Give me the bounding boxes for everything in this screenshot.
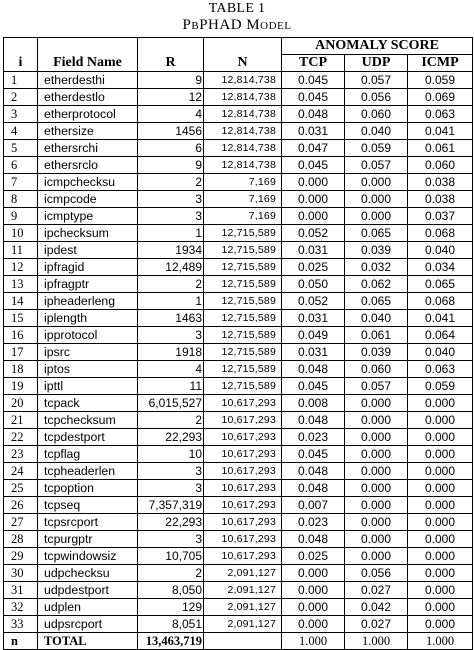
r-cell: 6,015,527	[138, 395, 204, 412]
r-cell: 4	[138, 106, 204, 123]
tcp-score-cell: 0.045	[282, 378, 345, 395]
tcp-score-cell: 0.000	[282, 616, 345, 633]
udp-score-cell: 0.000	[345, 191, 408, 208]
row-index: 30	[4, 565, 38, 582]
r-cell: 8,051	[138, 616, 204, 633]
field-name-cell: iptos	[38, 361, 138, 378]
r-cell: 1456	[138, 123, 204, 140]
field-name-cell: iplength	[38, 310, 138, 327]
n-cell: 10,617,293	[204, 531, 282, 548]
tcp-score-cell: 0.007	[282, 497, 345, 514]
total-label: TOTAL	[38, 633, 138, 650]
table-row	[4, 89, 473, 106]
udp-score-cell: 0.042	[345, 599, 408, 616]
row-index: 31	[4, 582, 38, 599]
udp-score-cell: 0.057	[345, 157, 408, 174]
n-cell: 12,814,738	[204, 89, 282, 106]
header-row-columns	[4, 55, 473, 72]
field-name-cell: udpsrcport	[38, 616, 138, 633]
field-name-cell: tcpseq	[38, 497, 138, 514]
icmp-score-cell: 0.064	[408, 327, 473, 344]
header-anomaly-score: ANOMALY SCORE	[282, 38, 473, 55]
tcp-score-cell: 0.048	[282, 106, 345, 123]
udp-score-cell: 0.000	[345, 531, 408, 548]
field-name-cell: ipttl	[38, 378, 138, 395]
tcp-score-cell: 0.052	[282, 293, 345, 310]
tcp-score-cell: 0.050	[282, 276, 345, 293]
row-index: 3	[4, 106, 38, 123]
field-name-cell: udpdestport	[38, 582, 138, 599]
table-row	[4, 293, 473, 310]
r-cell: 2	[138, 565, 204, 582]
header-r: R	[138, 55, 204, 72]
row-index: 12	[4, 259, 38, 276]
row-index: 4	[4, 123, 38, 140]
row-index: 23	[4, 446, 38, 463]
field-name-cell: icmptype	[38, 208, 138, 225]
field-name-cell: ethersrchi	[38, 140, 138, 157]
table-row	[4, 344, 473, 361]
table-row	[4, 616, 473, 633]
tcp-score-cell: 0.052	[282, 225, 345, 242]
field-name-cell: tcpwindowsiz	[38, 548, 138, 565]
icmp-score-cell: 0.063	[408, 361, 473, 378]
field-name-cell: ethersrclo	[38, 157, 138, 174]
table-row	[4, 157, 473, 174]
r-cell: 7,357,319	[138, 497, 204, 514]
row-index: 27	[4, 514, 38, 531]
field-name-cell: tcpoption	[38, 480, 138, 497]
tcp-score-cell: 0.000	[282, 208, 345, 225]
udp-score-cell: 0.060	[345, 106, 408, 123]
icmp-score-cell: 0.038	[408, 191, 473, 208]
r-cell: 1	[138, 293, 204, 310]
header-row-group	[4, 38, 473, 55]
row-index: 8	[4, 191, 38, 208]
icmp-score-cell: 0.059	[408, 72, 473, 89]
table-row	[4, 208, 473, 225]
table-number: TABLE 1	[208, 1, 266, 16]
udp-score-cell: 0.039	[345, 344, 408, 361]
n-cell: 12,814,738	[204, 157, 282, 174]
header-field-name: Field Name	[38, 55, 138, 72]
n-cell: 12,715,589	[204, 327, 282, 344]
field-name-cell: ipchecksum	[38, 225, 138, 242]
udp-score-cell: 0.027	[345, 582, 408, 599]
r-cell: 1	[138, 225, 204, 242]
udp-score-cell: 0.040	[345, 310, 408, 327]
n-cell: 10,617,293	[204, 412, 282, 429]
table-row	[4, 446, 473, 463]
udp-score-cell: 0.056	[345, 89, 408, 106]
udp-score-cell: 0.059	[345, 140, 408, 157]
icmp-score-cell: 0.034	[408, 259, 473, 276]
icmp-score-cell: 0.068	[408, 293, 473, 310]
row-index: 6	[4, 157, 38, 174]
n-cell: 10,617,293	[204, 480, 282, 497]
r-cell: 3	[138, 327, 204, 344]
table-row	[4, 514, 473, 531]
n-cell: 7,169	[204, 191, 282, 208]
header-blank-r	[138, 38, 204, 55]
n-cell: 2,091,127	[204, 565, 282, 582]
udp-score-cell: 0.000	[345, 514, 408, 531]
udp-score-cell: 0.032	[345, 259, 408, 276]
r-cell: 10,705	[138, 548, 204, 565]
udp-score-cell: 0.000	[345, 208, 408, 225]
n-cell: 10,617,293	[204, 463, 282, 480]
header-icmp: ICMP	[408, 55, 473, 72]
udp-score-cell: 0.000	[345, 548, 408, 565]
row-index: 26	[4, 497, 38, 514]
r-cell: 11	[138, 378, 204, 395]
n-cell: 12,715,589	[204, 378, 282, 395]
r-cell: 3	[138, 208, 204, 225]
tcp-score-cell: 0.000	[282, 191, 345, 208]
n-cell: 12,715,589	[204, 276, 282, 293]
field-name-cell: ethersize	[38, 123, 138, 140]
table-body	[4, 72, 473, 633]
n-cell: 12,715,589	[204, 361, 282, 378]
row-index: 25	[4, 480, 38, 497]
field-name-cell: ipfragid	[38, 259, 138, 276]
tcp-score-cell: 0.031	[282, 242, 345, 259]
r-cell: 12	[138, 89, 204, 106]
row-index: 11	[4, 242, 38, 259]
table-row	[4, 123, 473, 140]
field-name-cell: ipdest	[38, 242, 138, 259]
udp-score-cell: 0.027	[345, 616, 408, 633]
row-index: 17	[4, 344, 38, 361]
row-index: 18	[4, 361, 38, 378]
udp-score-cell: 0.065	[345, 293, 408, 310]
field-name-cell: tcpchecksum	[38, 412, 138, 429]
n-cell: 10,617,293	[204, 548, 282, 565]
n-cell: 12,814,738	[204, 106, 282, 123]
icmp-score-cell: 0.041	[408, 123, 473, 140]
n-cell: 12,814,738	[204, 140, 282, 157]
udp-score-cell: 0.000	[345, 174, 408, 191]
tcp-score-cell: 0.031	[282, 310, 345, 327]
n-cell: 12,715,589	[204, 259, 282, 276]
table-row	[4, 582, 473, 599]
r-cell: 2	[138, 412, 204, 429]
row-index: 29	[4, 548, 38, 565]
total-i: n	[4, 633, 38, 650]
n-cell: 10,617,293	[204, 497, 282, 514]
row-index: 20	[4, 395, 38, 412]
udp-score-cell: 0.000	[345, 497, 408, 514]
icmp-score-cell: 0.000	[408, 395, 473, 412]
tcp-score-cell: 0.045	[282, 89, 345, 106]
icmp-score-cell: 0.037	[408, 208, 473, 225]
table-row	[4, 225, 473, 242]
icmp-score-cell: 0.000	[408, 497, 473, 514]
r-cell: 1463	[138, 310, 204, 327]
udp-score-cell: 0.039	[345, 242, 408, 259]
table-row	[4, 378, 473, 395]
n-cell: 12,715,589	[204, 293, 282, 310]
table-row	[4, 191, 473, 208]
tcp-score-cell: 0.008	[282, 395, 345, 412]
field-name-cell: tcpack	[38, 395, 138, 412]
udp-score-cell: 0.000	[345, 395, 408, 412]
udp-score-cell: 0.057	[345, 72, 408, 89]
udp-score-cell: 0.061	[345, 327, 408, 344]
r-cell: 2	[138, 174, 204, 191]
row-index: 24	[4, 463, 38, 480]
row-index: 21	[4, 412, 38, 429]
udp-score-cell: 0.000	[345, 412, 408, 429]
row-index: 19	[4, 378, 38, 395]
n-cell: 12,814,738	[204, 123, 282, 140]
n-cell: 10,617,293	[204, 446, 282, 463]
icmp-score-cell: 0.040	[408, 344, 473, 361]
table-row	[4, 548, 473, 565]
icmp-score-cell: 0.000	[408, 429, 473, 446]
n-cell: 2,091,127	[204, 582, 282, 599]
field-name-cell: ipsrc	[38, 344, 138, 361]
icmp-score-cell: 0.000	[408, 531, 473, 548]
udp-score-cell: 0.065	[345, 225, 408, 242]
field-name-cell: ipprotocol	[38, 327, 138, 344]
field-name-cell: tcpdestport	[38, 429, 138, 446]
udp-score-cell: 0.060	[345, 361, 408, 378]
field-name-cell: icmpcode	[38, 191, 138, 208]
table-row	[4, 242, 473, 259]
tcp-score-cell: 0.023	[282, 429, 345, 446]
total-icmp: 1.000	[408, 633, 473, 650]
n-cell: 2,091,127	[204, 599, 282, 616]
icmp-score-cell: 0.000	[408, 412, 473, 429]
table-row	[4, 276, 473, 293]
r-cell: 6	[138, 140, 204, 157]
field-name-cell: tcpurgptr	[38, 531, 138, 548]
row-index: 33	[4, 616, 38, 633]
tcp-score-cell: 0.025	[282, 259, 345, 276]
tcp-score-cell: 0.045	[282, 157, 345, 174]
field-name-cell: etherdestlo	[38, 89, 138, 106]
r-cell: 3	[138, 531, 204, 548]
header-tcp: TCP	[282, 55, 345, 72]
table-row	[4, 310, 473, 327]
table-row	[4, 140, 473, 157]
n-cell: 7,169	[204, 208, 282, 225]
udp-score-cell: 0.000	[345, 446, 408, 463]
header-i: i	[4, 55, 38, 72]
tcp-score-cell: 0.045	[282, 72, 345, 89]
row-index: 1	[4, 72, 38, 89]
row-index: 22	[4, 429, 38, 446]
icmp-score-cell: 0.000	[408, 582, 473, 599]
r-cell: 1918	[138, 344, 204, 361]
total-r: 13,463,719	[138, 633, 204, 650]
n-cell: 10,617,293	[204, 429, 282, 446]
field-name-cell: tcpflag	[38, 446, 138, 463]
icmp-score-cell: 0.041	[408, 310, 473, 327]
row-index: 13	[4, 276, 38, 293]
n-cell: 7,169	[204, 174, 282, 191]
table-row	[4, 412, 473, 429]
r-cell: 4	[138, 361, 204, 378]
r-cell: 22,293	[138, 429, 204, 446]
table-row	[4, 361, 473, 378]
tcp-score-cell: 0.025	[282, 548, 345, 565]
table-row	[4, 565, 473, 582]
tcp-score-cell: 0.048	[282, 531, 345, 548]
tcp-score-cell: 0.023	[282, 514, 345, 531]
row-index: 15	[4, 310, 38, 327]
r-cell: 22,293	[138, 514, 204, 531]
field-name-cell: etherdesthi	[38, 72, 138, 89]
icmp-score-cell: 0.068	[408, 225, 473, 242]
row-index: 7	[4, 174, 38, 191]
udp-score-cell: 0.000	[345, 463, 408, 480]
table-row	[4, 497, 473, 514]
table-row	[4, 480, 473, 497]
header-n: N	[204, 55, 282, 72]
anomaly-score-table	[3, 37, 473, 650]
udp-score-cell: 0.056	[345, 565, 408, 582]
r-cell: 3	[138, 191, 204, 208]
icmp-score-cell: 0.060	[408, 157, 473, 174]
n-cell: 12,715,589	[204, 242, 282, 259]
icmp-score-cell: 0.059	[408, 378, 473, 395]
n-cell: 10,617,293	[204, 514, 282, 531]
tcp-score-cell: 0.031	[282, 123, 345, 140]
icmp-score-cell: 0.038	[408, 174, 473, 191]
udp-score-cell: 0.057	[345, 378, 408, 395]
icmp-score-cell: 0.000	[408, 616, 473, 633]
udp-score-cell: 0.062	[345, 276, 408, 293]
tcp-score-cell: 0.000	[282, 599, 345, 616]
total-udp: 1.000	[345, 633, 408, 650]
row-index: 32	[4, 599, 38, 616]
udp-score-cell: 0.000	[345, 480, 408, 497]
tcp-score-cell: 0.000	[282, 582, 345, 599]
field-name-cell: tcpsrcport	[38, 514, 138, 531]
r-cell: 12,489	[138, 259, 204, 276]
r-cell: 8,050	[138, 582, 204, 599]
n-cell: 12,715,589	[204, 225, 282, 242]
header-udp: UDP	[345, 55, 408, 72]
tcp-score-cell: 0.048	[282, 480, 345, 497]
row-index: 28	[4, 531, 38, 548]
table-row	[4, 429, 473, 446]
icmp-score-cell: 0.065	[408, 276, 473, 293]
field-name-cell: ipfragptr	[38, 276, 138, 293]
udp-score-cell: 0.040	[345, 123, 408, 140]
table-title: PbPHAD Model	[182, 17, 292, 33]
icmp-score-cell: 0.000	[408, 463, 473, 480]
table-row	[4, 463, 473, 480]
tcp-score-cell: 0.000	[282, 565, 345, 582]
table-row	[4, 327, 473, 344]
tcp-score-cell: 0.048	[282, 361, 345, 378]
field-name-cell: ipheaderleng	[38, 293, 138, 310]
icmp-score-cell: 0.000	[408, 548, 473, 565]
row-index: 14	[4, 293, 38, 310]
r-cell: 2	[138, 276, 204, 293]
r-cell: 3	[138, 480, 204, 497]
header-blank-n	[204, 38, 282, 55]
tcp-score-cell: 0.045	[282, 446, 345, 463]
n-cell: 12,715,589	[204, 344, 282, 361]
tcp-score-cell: 0.031	[282, 344, 345, 361]
icmp-score-cell: 0.063	[408, 106, 473, 123]
tcp-score-cell: 0.000	[282, 174, 345, 191]
tcp-score-cell: 0.047	[282, 140, 345, 157]
row-index: 16	[4, 327, 38, 344]
n-cell: 10,617,293	[204, 395, 282, 412]
header-blank-i	[4, 38, 38, 55]
udp-score-cell: 0.000	[345, 429, 408, 446]
row-index: 9	[4, 208, 38, 225]
table-row	[4, 106, 473, 123]
total-n	[204, 633, 282, 650]
tcp-score-cell: 0.048	[282, 412, 345, 429]
field-name-cell: udpchecksu	[38, 565, 138, 582]
header-blank-field	[38, 38, 138, 55]
table-row	[4, 531, 473, 548]
icmp-score-cell: 0.069	[408, 89, 473, 106]
icmp-score-cell: 0.000	[408, 599, 473, 616]
r-cell: 3	[138, 463, 204, 480]
field-name-cell: etherprotocol	[38, 106, 138, 123]
tcp-score-cell: 0.049	[282, 327, 345, 344]
r-cell: 1934	[138, 242, 204, 259]
icmp-score-cell: 0.000	[408, 446, 473, 463]
n-cell: 12,715,589	[204, 310, 282, 327]
table-row	[4, 259, 473, 276]
icmp-score-cell: 0.000	[408, 565, 473, 582]
field-name-cell: icmpchecksu	[38, 174, 138, 191]
r-cell: 129	[138, 599, 204, 616]
table-row	[4, 72, 473, 89]
row-index: 2	[4, 89, 38, 106]
row-index: 10	[4, 225, 38, 242]
n-cell: 12,814,738	[204, 72, 282, 89]
r-cell: 9	[138, 157, 204, 174]
r-cell: 9	[138, 72, 204, 89]
n-cell: 2,091,127	[204, 616, 282, 633]
tcp-score-cell: 0.048	[282, 463, 345, 480]
icmp-score-cell: 0.061	[408, 140, 473, 157]
icmp-score-cell: 0.040	[408, 242, 473, 259]
total-tcp: 1.000	[282, 633, 345, 650]
table-row	[4, 599, 473, 616]
icmp-score-cell: 0.000	[408, 514, 473, 531]
table-row	[4, 174, 473, 191]
total-row	[4, 633, 473, 650]
icmp-score-cell: 0.000	[408, 480, 473, 497]
table-row	[4, 395, 473, 412]
field-name-cell: tcpheaderlen	[38, 463, 138, 480]
r-cell: 10	[138, 446, 204, 463]
row-index: 5	[4, 140, 38, 157]
field-name-cell: udplen	[38, 599, 138, 616]
